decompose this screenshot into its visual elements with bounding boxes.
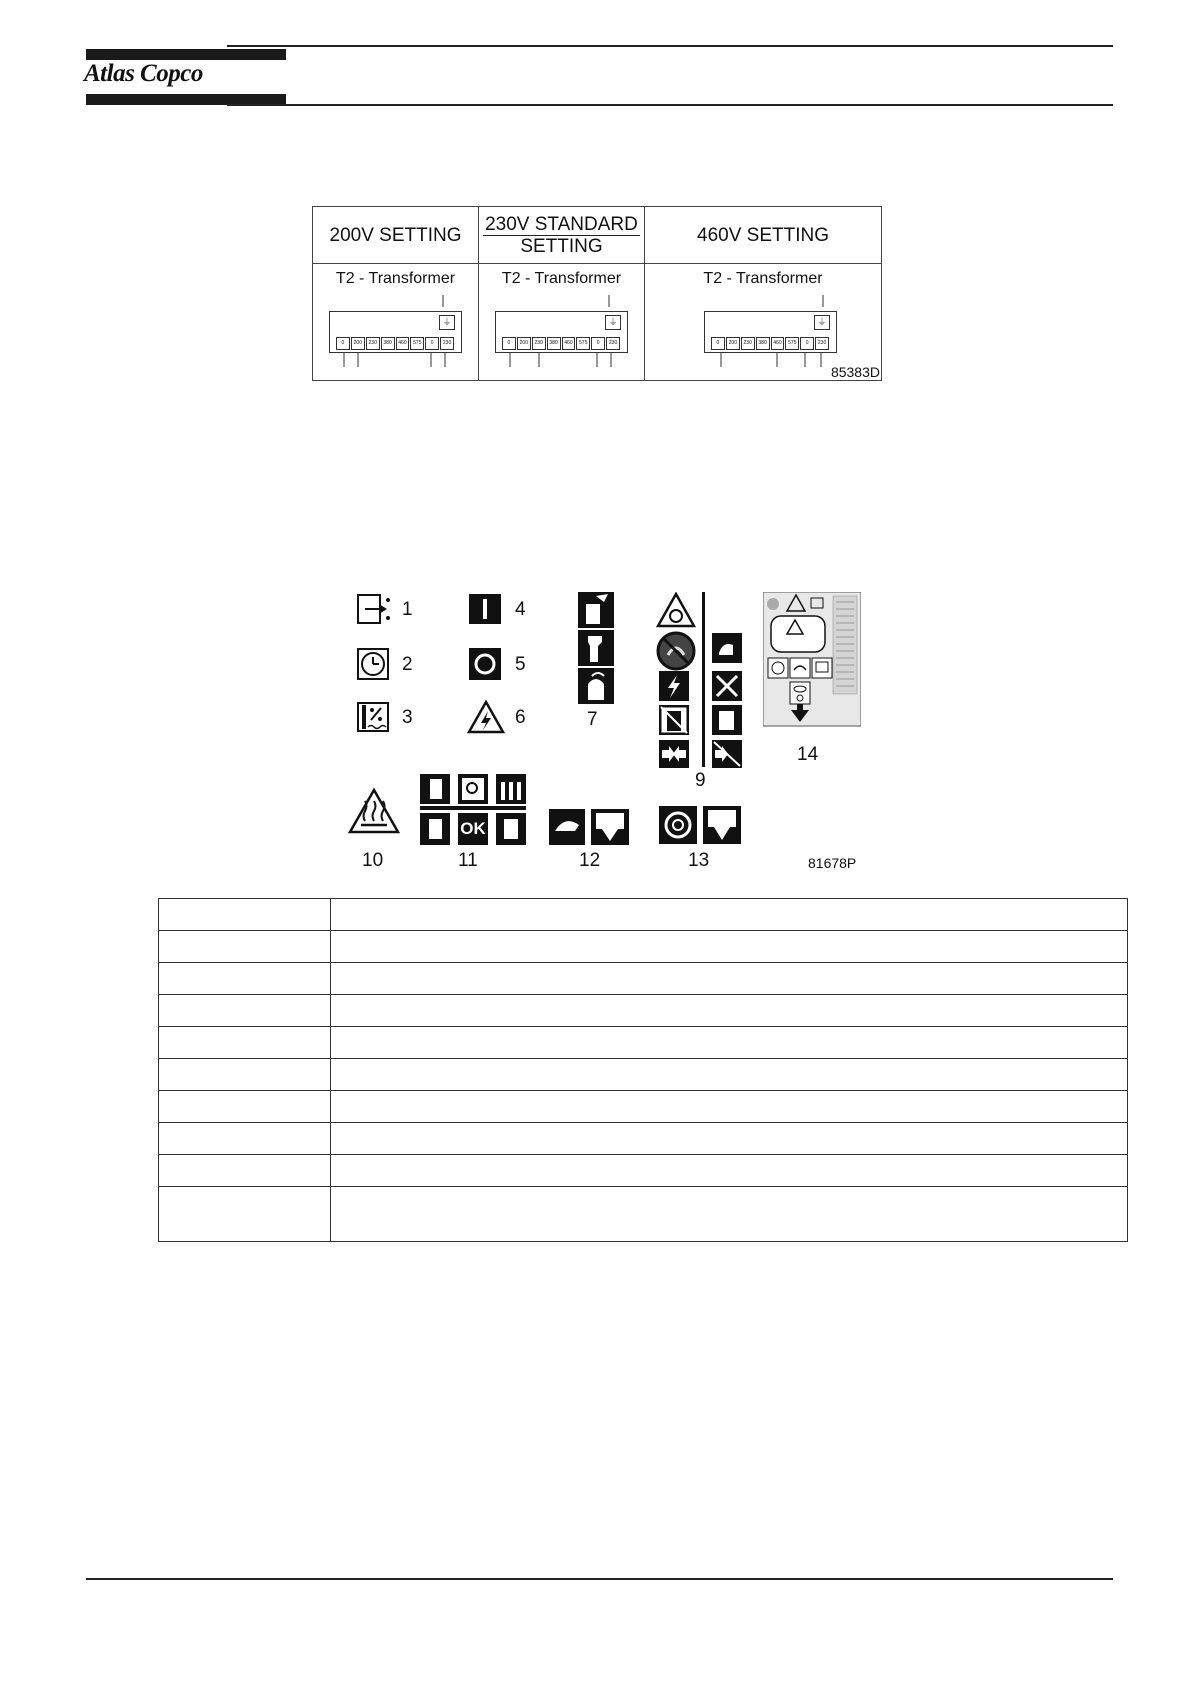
symbol-number-13: 13: [688, 850, 710, 871]
table-row: [159, 963, 1128, 995]
reference-cell: [159, 899, 331, 931]
heading-text: [483, 214, 640, 257]
reference-cell: [159, 1091, 331, 1123]
heading-text: 200V SETTING: [329, 224, 462, 246]
transformer-settings-table: [312, 206, 882, 381]
description-cell: [331, 1091, 1128, 1123]
outlet-icon: [357, 594, 391, 624]
terminal: 200: [351, 337, 365, 350]
no-touch-icon: [656, 631, 696, 671]
terminal: 575: [576, 337, 590, 350]
warning-decal-icon: [763, 592, 861, 740]
table-row: [159, 1091, 1128, 1123]
transformer-label: T2 - Transformer: [501, 270, 622, 287]
symbol-number-5: 5: [515, 654, 526, 675]
maintenance-divider: [420, 806, 526, 810]
ground-icon: ⏚: [605, 315, 621, 330]
terminal-strip: [502, 337, 621, 350]
column-heading: [645, 207, 881, 264]
symbol-number-6: 6: [515, 707, 526, 728]
terminal: 380: [756, 337, 770, 350]
terminal: 0: [591, 337, 605, 350]
reference-cell: [159, 1059, 331, 1091]
terminal: 230: [366, 337, 380, 350]
column-heading: [313, 207, 478, 264]
table-row: [159, 1059, 1128, 1091]
terminal-block: [704, 311, 837, 353]
hand-drain-icons: [549, 809, 629, 845]
ok-icon: OK: [458, 813, 488, 845]
clock-icon: [357, 648, 389, 680]
terminal: 0: [502, 337, 516, 350]
terminal: 200: [517, 337, 531, 350]
power-on-icon: [469, 594, 501, 624]
description-cell: [331, 1155, 1128, 1187]
maintenance-top-icons: [420, 774, 526, 804]
description-cell: [331, 1059, 1128, 1091]
terminal: 200: [726, 337, 740, 350]
terminal-block: [329, 311, 462, 353]
column-200v: [313, 207, 479, 380]
heading-text: 460V SETTING: [697, 224, 829, 246]
pressure-release-icon: [659, 740, 689, 768]
description-cell: [331, 1027, 1128, 1059]
symbol-number-2: 2: [402, 654, 413, 675]
symbol-number-4: 4: [515, 599, 526, 620]
table-row: [159, 1027, 1128, 1059]
hand-tool-icon: [712, 633, 742, 663]
reference-cell: [159, 1027, 331, 1059]
terminal: 380: [547, 337, 561, 350]
table-row: [159, 995, 1128, 1027]
terminal: 460: [396, 337, 410, 350]
no-door-open-icon: [659, 705, 689, 735]
oil-change-icon: [578, 592, 614, 706]
door-icon: [712, 705, 742, 735]
terminal: 0: [425, 337, 439, 350]
symbol-number-7: 7: [587, 709, 598, 730]
symbol-number-11: 11: [458, 850, 478, 871]
electrical-hazard-icon: [467, 700, 505, 734]
rotating-hazard-icon: [656, 592, 696, 628]
description-cell: [331, 963, 1128, 995]
power-off-icon: [469, 648, 501, 680]
reference-cell: [159, 1123, 331, 1155]
terminal: 230: [440, 337, 454, 350]
terminal: 230: [606, 337, 620, 350]
ground-icon: ⏚: [439, 315, 455, 330]
table-row: [159, 899, 1128, 931]
heading-line-1: 230V STANDARD: [485, 213, 638, 235]
lightning-icon: [659, 671, 689, 701]
no-pressure-icon: [712, 740, 742, 768]
header-rule-bottom: [227, 104, 1113, 106]
terminal: 460: [771, 337, 785, 350]
terminal-strip: [336, 337, 455, 350]
symbol-number-9: 9: [695, 770, 706, 791]
header-rule-top: [227, 45, 1113, 47]
reference-cell: [159, 1155, 331, 1187]
figure-code: 85383D: [830, 364, 880, 380]
reference-cell: [159, 1187, 331, 1242]
terminal: 575: [410, 337, 424, 350]
ground-icon: ⏚: [814, 315, 830, 330]
symbol-number-1: 1: [402, 599, 413, 620]
description-cell: [331, 899, 1128, 931]
terminal: 230: [741, 337, 755, 350]
heading-line-2: SETTING: [520, 235, 603, 257]
description-cell: [331, 1187, 1128, 1242]
reference-cell: [159, 995, 331, 1027]
legend-table: [158, 898, 1128, 1242]
symbol-number-12: 12: [579, 850, 601, 871]
terminal: 230: [815, 337, 829, 350]
table-row: [159, 931, 1128, 963]
terminal: 460: [562, 337, 576, 350]
symbol-number-10: 10: [362, 850, 384, 871]
description-cell: [331, 995, 1128, 1027]
footer-rule: [86, 1578, 1113, 1580]
transformer-label: T2 - Transformer: [703, 270, 823, 287]
terminal: 0: [336, 337, 350, 350]
no-lightning-icon: [712, 671, 742, 701]
logo-bar-top: [86, 49, 286, 60]
terminal: 380: [381, 337, 395, 350]
reference-cell: [159, 931, 331, 963]
terminal-block: [495, 311, 628, 353]
terminal: 230: [532, 337, 546, 350]
table-row: [159, 1123, 1128, 1155]
symbol-number-3: 3: [402, 707, 413, 728]
reference-cell: [159, 963, 331, 995]
transformer-label: T2 - Transformer: [335, 270, 456, 287]
symbol-number-14: 14: [797, 744, 819, 765]
logo: Atlas Copco: [84, 60, 203, 87]
table-row: [159, 1187, 1128, 1242]
description-cell: [331, 1123, 1128, 1155]
terminal: 0: [711, 337, 725, 350]
figure-code: 81678P: [808, 855, 857, 871]
rotation-drain-icons: [659, 806, 741, 844]
description-cell: [331, 931, 1128, 963]
terminal-strip: [711, 337, 830, 350]
table-row: [159, 1155, 1128, 1187]
column-230v: [479, 207, 645, 380]
temperature-icon: [357, 702, 389, 732]
column-heading: [479, 207, 644, 264]
terminal: 575: [785, 337, 799, 350]
hot-surface-icon: [347, 787, 401, 835]
column-460v: [645, 207, 881, 380]
terminal: 0: [800, 337, 814, 350]
symbol-divider: [702, 592, 705, 767]
